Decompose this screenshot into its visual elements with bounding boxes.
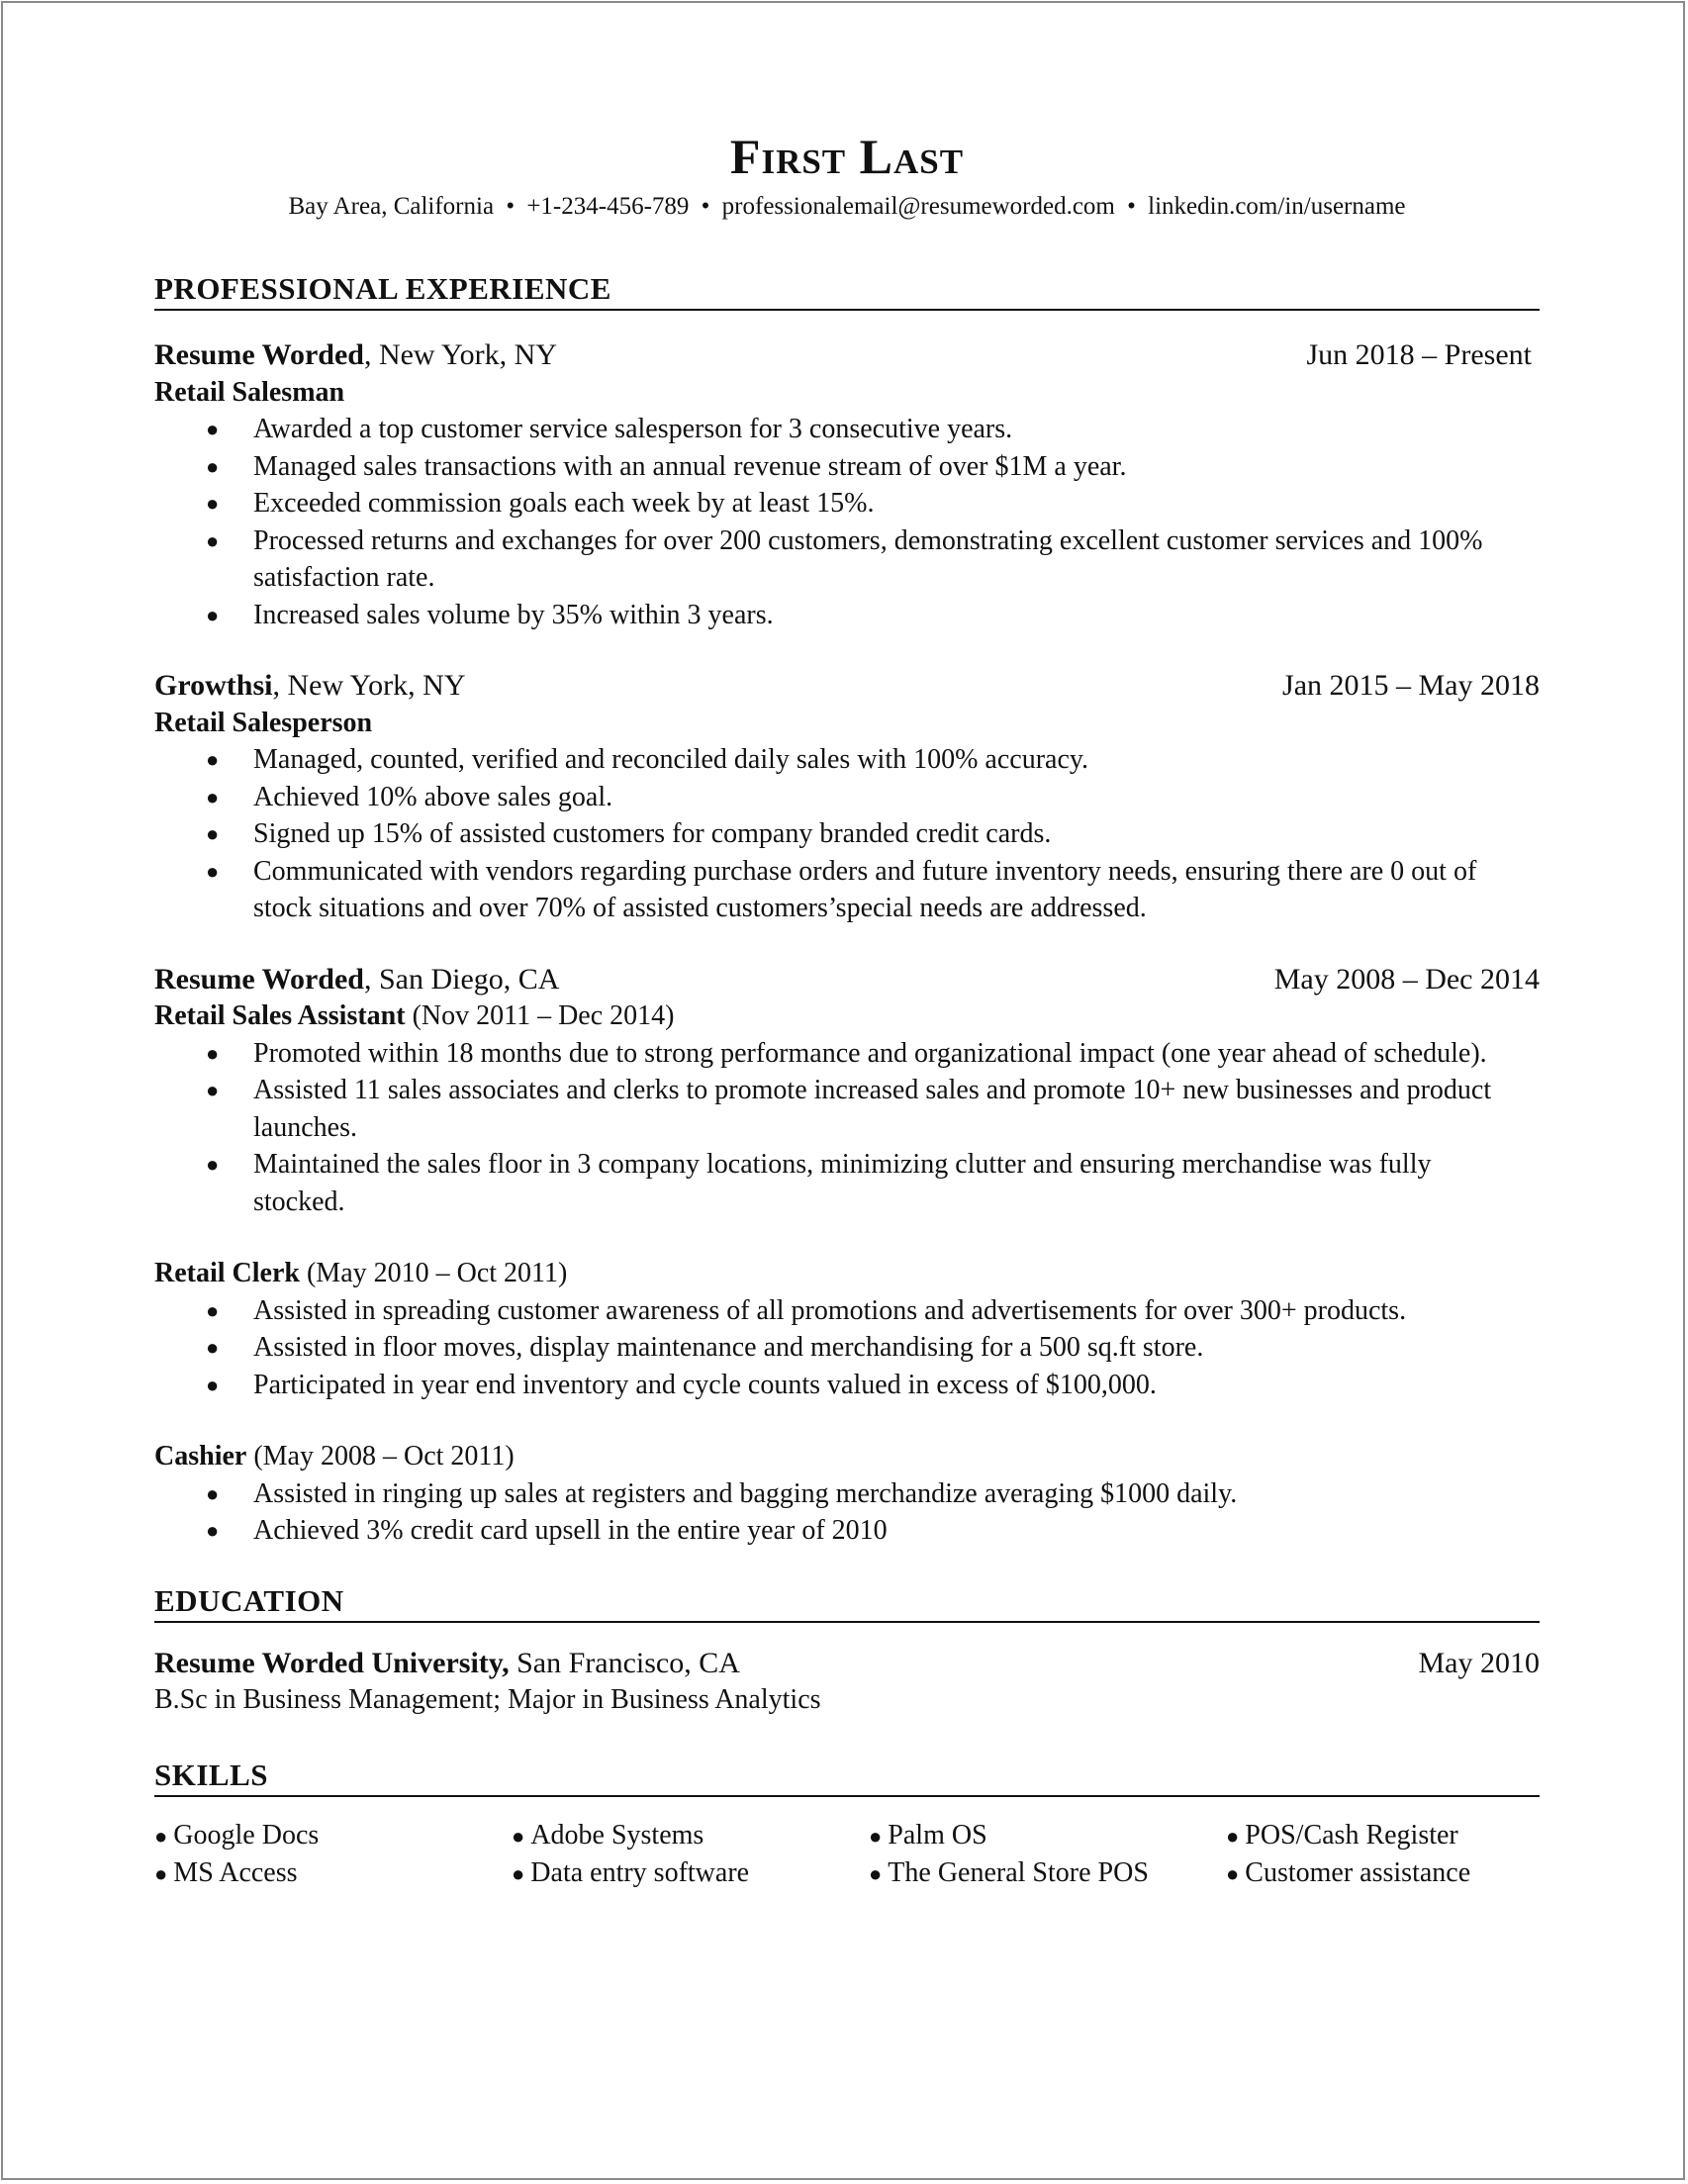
education-school: Resume Worded University, bbox=[154, 1646, 510, 1679]
section-title-experience: PROFESSIONAL EXPERIENCE bbox=[154, 269, 1540, 311]
skill-item bbox=[512, 1854, 869, 1893]
bullet-text: Increased sales volume by 35% within 3 years. bbox=[253, 599, 774, 630]
bullet-icon: ● bbox=[206, 784, 220, 809]
skills-grid bbox=[154, 1817, 1540, 1893]
skill-item bbox=[154, 1817, 512, 1855]
bullet-text: Maintained the sales floor in 3 company locations, minimizing clutter and ensuring merchandise was fully stocked. bbox=[253, 1149, 1432, 1217]
contact-email[interactable]: professionalemail@resumeworded.com bbox=[721, 193, 1115, 220]
job-location: , San Diego, CA bbox=[363, 962, 560, 996]
job-header bbox=[154, 667, 1540, 705]
contact-location: Bay Area, California bbox=[288, 193, 495, 220]
contact-separator: • bbox=[1127, 193, 1136, 220]
job-entry bbox=[154, 336, 1540, 633]
bullet-icon: ● bbox=[206, 1335, 220, 1360]
job-role: Cashier bbox=[154, 1441, 247, 1472]
job-bullets bbox=[154, 1035, 1540, 1221]
bullet-icon: ● bbox=[206, 1040, 220, 1066]
skill-item bbox=[154, 1854, 512, 1893]
bullet-icon: ● bbox=[206, 747, 220, 772]
bullet-icon: ● bbox=[206, 1078, 220, 1102]
job-location: , New York, NY bbox=[272, 669, 466, 702]
job-company-line bbox=[154, 667, 465, 705]
job-entry bbox=[154, 667, 1540, 927]
section-title-education: EDUCATION bbox=[154, 1581, 1540, 1623]
list-item bbox=[154, 1512, 1540, 1550]
job-company: Resume Worded bbox=[154, 338, 364, 371]
skill-label: Data entry software bbox=[530, 1857, 750, 1888]
bullet-text: Awarded a top customer service salesperson for 3 consecutive years. bbox=[253, 414, 1013, 444]
bullet-text: Achieved 10% above sales goal. bbox=[253, 781, 613, 812]
skill-item bbox=[1226, 1854, 1540, 1893]
list-item bbox=[154, 1035, 1510, 1073]
education-header bbox=[154, 1645, 1540, 1682]
bullet-text: Achieved 3% credit card upsell in the entire year of 2010 bbox=[253, 1515, 888, 1546]
job-location: , New York, NY bbox=[363, 338, 557, 371]
bullet-icon: ● bbox=[1226, 1823, 1240, 1849]
list-item bbox=[154, 448, 1540, 486]
list-item bbox=[154, 1367, 1540, 1404]
bullet-icon: ● bbox=[206, 491, 220, 516]
job-bullets bbox=[154, 1475, 1540, 1550]
bullet-text: Signed up 15% of assisted customers for company branded credit cards. bbox=[253, 818, 1052, 849]
skill-item bbox=[869, 1817, 1226, 1855]
job-role: Retail Clerk bbox=[154, 1258, 300, 1288]
list-item bbox=[154, 741, 1540, 779]
skill-label: MS Access bbox=[173, 1857, 298, 1888]
bullet-icon: ● bbox=[206, 602, 220, 627]
job-header bbox=[154, 961, 1540, 998]
job-bullets bbox=[154, 741, 1540, 927]
bullet-icon: ● bbox=[206, 1152, 220, 1177]
list-item bbox=[154, 1146, 1510, 1220]
list-item bbox=[154, 411, 1540, 448]
resume-content bbox=[154, 127, 1540, 1893]
list-item bbox=[154, 485, 1540, 522]
bullet-icon: ● bbox=[206, 1480, 220, 1506]
skill-item bbox=[512, 1817, 869, 1855]
bullet-text: Communicated with vendors regarding purchase orders and future inventory needs, ensuring there are 0 out of stock situations and over 70% of assisted customers’special needs are addressed. bbox=[253, 855, 1477, 923]
job-header bbox=[154, 336, 1540, 374]
job-role-line bbox=[154, 1438, 1540, 1475]
bullet-icon: ● bbox=[206, 453, 220, 479]
list-item bbox=[154, 815, 1540, 853]
job-role-period: (Nov 2011 – Dec 2014) bbox=[405, 1000, 675, 1031]
bullet-text: Participated in year end inventory and cycle counts valued in excess of $100,000. bbox=[253, 1369, 1157, 1400]
skill-label: POS/Cash Register bbox=[1245, 1819, 1458, 1851]
bullet-text: Assisted in spreading customer awareness of all promotions and advertisements for over 300+ products. bbox=[253, 1294, 1407, 1326]
job-company-line bbox=[154, 961, 559, 998]
education-location: San Francisco, CA bbox=[509, 1646, 740, 1679]
job-company: Resume Worded bbox=[154, 962, 364, 996]
candidate-name: First Last bbox=[729, 129, 965, 184]
bullet-text: Assisted in ringing up sales at registers and bagging merchandize averaging $1000 daily. bbox=[253, 1477, 1238, 1509]
contact-line bbox=[154, 190, 1540, 224]
bullet-icon: ● bbox=[154, 1823, 168, 1849]
bullet-icon: ● bbox=[869, 1861, 883, 1886]
job-role-line bbox=[154, 997, 1540, 1035]
job-dates: May 2008 – Dec 2014 bbox=[1273, 962, 1540, 996]
list-item bbox=[154, 779, 1540, 816]
bullet-text: Assisted in floor moves, display maintenance and merchandising for a 500 sq.ft store. bbox=[253, 1332, 1204, 1363]
job-dates: Jan 2015 – May 2018 bbox=[1282, 669, 1540, 702]
bullet-text: Assisted 11 sales associates and clerks to promote increased sales and promote 10+ new businesses and product launches. bbox=[253, 1075, 1492, 1143]
bullet-icon: ● bbox=[206, 1372, 220, 1397]
job-role-period: (May 2008 – Oct 2011) bbox=[246, 1441, 515, 1472]
job-role-line bbox=[154, 1255, 1540, 1292]
contact-separator: • bbox=[701, 193, 710, 220]
job-company: Growthsi bbox=[154, 669, 273, 702]
education-entry bbox=[154, 1645, 1540, 1719]
bullet-text: Managed, counted, verified and reconciled daily sales with 100% accuracy. bbox=[253, 744, 1089, 775]
list-item bbox=[154, 1329, 1540, 1367]
skill-label: Customer assistance bbox=[1245, 1857, 1471, 1888]
bullet-icon: ● bbox=[206, 527, 220, 553]
job-company-line bbox=[154, 336, 557, 374]
bullet-text: Promoted within 18 months due to strong performance and organizational impact (one year ahead of schedule). bbox=[253, 1037, 1487, 1069]
contact-separator: • bbox=[506, 193, 516, 220]
bullet-icon: ● bbox=[1226, 1861, 1240, 1886]
job-role: Retail Sales Assistant bbox=[154, 1000, 406, 1031]
skill-label: Adobe Systems bbox=[530, 1819, 704, 1851]
job-bullets bbox=[154, 411, 1540, 633]
skill-item bbox=[869, 1854, 1226, 1893]
bullet-icon: ● bbox=[206, 821, 220, 846]
skill-label: The General Store POS bbox=[888, 1857, 1149, 1888]
job-bullets bbox=[154, 1292, 1540, 1404]
education-date: May 2010 bbox=[1418, 1646, 1540, 1679]
list-item bbox=[154, 522, 1540, 597]
bullet-icon: ● bbox=[869, 1823, 883, 1849]
resume-page bbox=[1, 1, 1685, 2180]
section-title-skills: SKILLS bbox=[154, 1756, 1540, 1797]
bullet-icon: ● bbox=[154, 1861, 168, 1886]
skill-label: Palm OS bbox=[888, 1819, 987, 1851]
bullet-icon: ● bbox=[512, 1861, 525, 1886]
education-degree: B.Sc in Business Management; Major in Business Analytics bbox=[154, 1684, 821, 1715]
education-school-line bbox=[154, 1645, 740, 1682]
list-item bbox=[154, 853, 1540, 927]
bullet-text: Exceeded commission goals each week by at least 15%. bbox=[253, 488, 875, 519]
job-entry bbox=[154, 961, 1540, 1550]
bullet-text: Managed sales transactions with an annual revenue stream of over $1M a year. bbox=[253, 450, 1127, 482]
list-item bbox=[154, 1292, 1540, 1330]
bullet-icon: ● bbox=[206, 1297, 220, 1323]
list-item bbox=[154, 1475, 1540, 1513]
bullet-icon: ● bbox=[206, 1518, 220, 1543]
bullet-text: Processed returns and exchanges for over 200 customers, demonstrating excellent customer services and 100% satisfaction rate. bbox=[253, 524, 1483, 593]
list-item bbox=[154, 597, 1540, 634]
contact-phone: +1-234-456-789 bbox=[526, 193, 690, 220]
contact-linkedin[interactable]: linkedin.com/in/username bbox=[1148, 193, 1406, 220]
job-dates: Jun 2018 – Present bbox=[1306, 338, 1532, 371]
job-role-period: (May 2010 – Oct 2011) bbox=[299, 1258, 568, 1288]
skill-item bbox=[1226, 1817, 1540, 1855]
skill-label: Google Docs bbox=[173, 1819, 320, 1851]
bullet-icon: ● bbox=[512, 1823, 525, 1849]
bullet-icon: ● bbox=[206, 417, 220, 441]
job-role: Retail Salesperson bbox=[154, 707, 373, 738]
job-role: Retail Salesman bbox=[154, 376, 345, 408]
bullet-icon: ● bbox=[206, 858, 220, 884]
list-item bbox=[154, 1072, 1510, 1146]
